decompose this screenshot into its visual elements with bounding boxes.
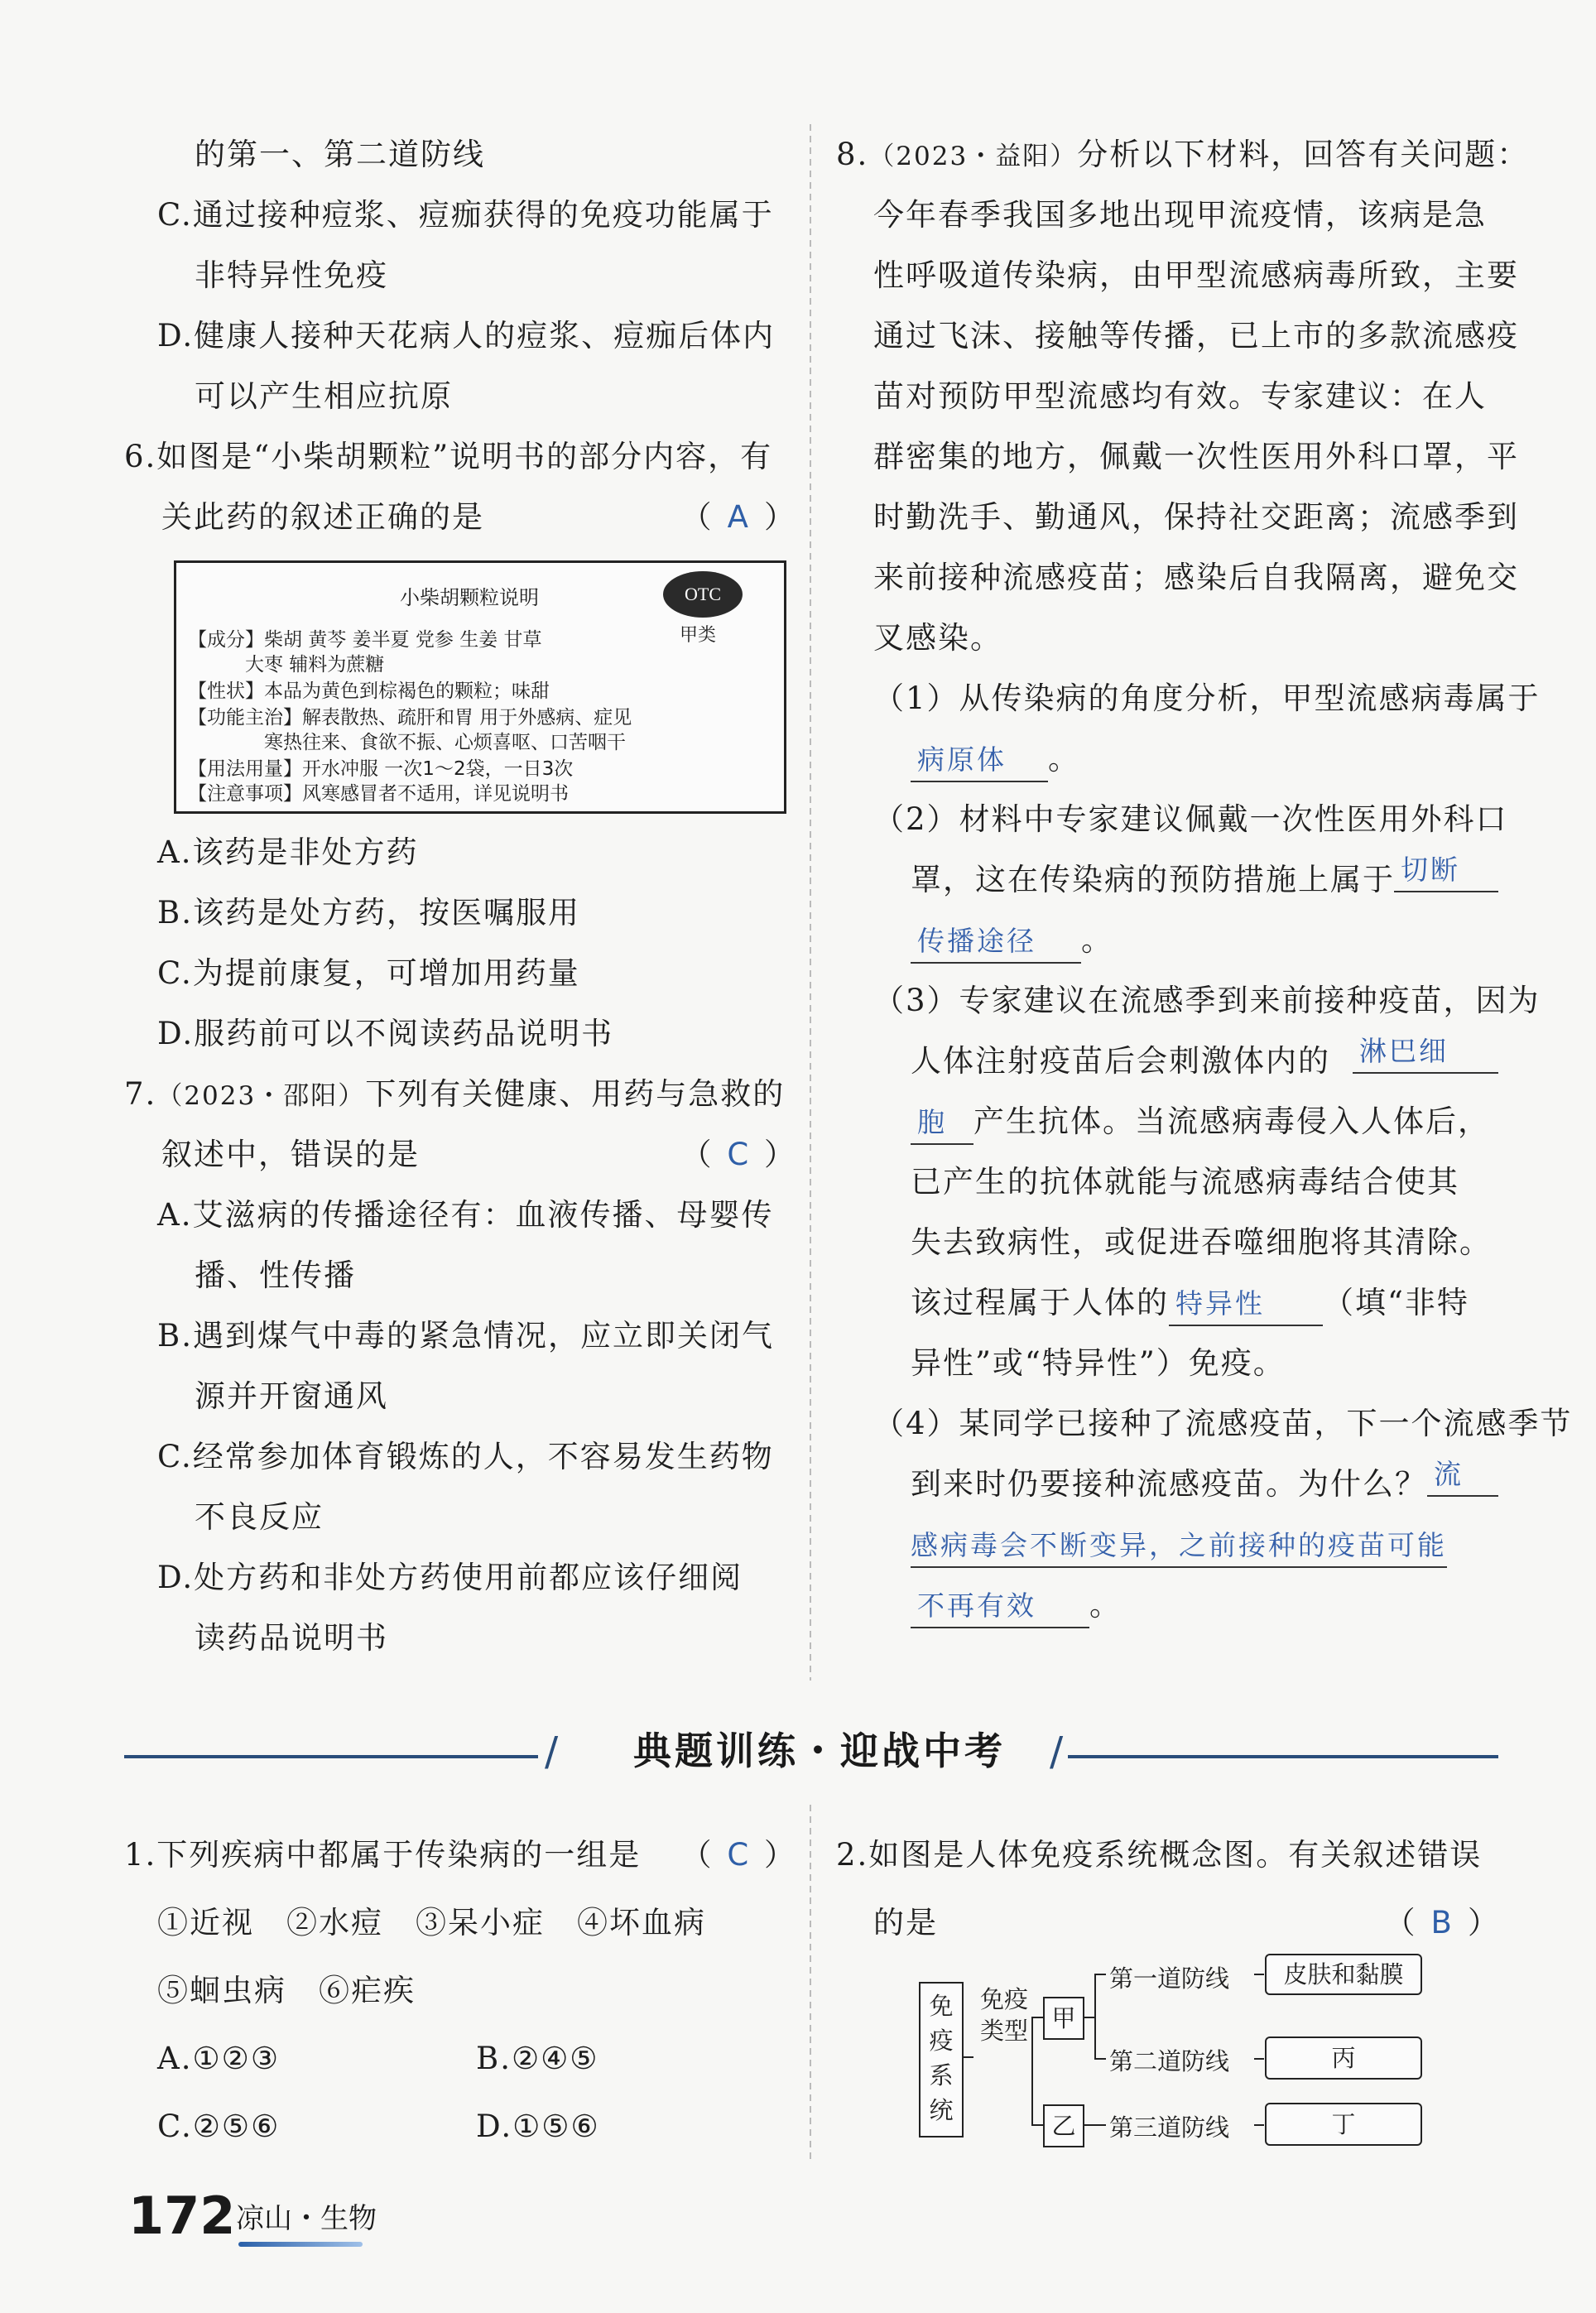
sub1-line1: （1）从传染病的角度分析，甲型流感病毒属于 xyxy=(873,680,1541,716)
label-row: 大枣 辅料为蔗糖 xyxy=(188,654,385,676)
text-line: 可以产生相应抗原 xyxy=(195,378,453,414)
sub3-line2 xyxy=(836,1031,1498,1091)
question-7-source: （2023・邵阳） xyxy=(156,1081,366,1111)
connector xyxy=(1094,1974,1106,1975)
root-label: 免疫系统 xyxy=(929,1992,954,2124)
option-a: A.该药是非处方药 xyxy=(157,834,419,870)
section-header xyxy=(124,1722,1498,1780)
sub3-answer-part3: 特异性 xyxy=(1169,1283,1323,1326)
sub3-line3 xyxy=(836,1091,1498,1152)
sub4-stem: 到来时仍要接种流感疫苗。为什么？ xyxy=(911,1466,1427,1502)
question-8-source: （2023・益阳） xyxy=(868,142,1078,171)
material-line: 通过飞沫、接触等传播，已上市的多款流感疫 xyxy=(873,318,1519,353)
second-line-label: 第二道防线 xyxy=(1109,2047,1230,2075)
yi-box: 乙 xyxy=(1043,2104,1084,2147)
connector xyxy=(1094,2058,1106,2060)
option-d: D.服药前可以不阅读药品说明书 xyxy=(157,1016,614,1051)
slash-icon: ∕ xyxy=(1050,1729,1064,1775)
sub3-line6 xyxy=(836,1272,1498,1333)
connector xyxy=(1031,2017,1043,2018)
question-7-number: 7. xyxy=(124,1076,157,1112)
question-2-line2 xyxy=(836,1889,1498,1957)
question-1-answer: C xyxy=(727,1837,749,1873)
sub4-line4 xyxy=(836,1575,1498,1635)
label-title: 小柴胡颗粒说明 xyxy=(400,586,539,609)
option-b: B.该药是处方药，按医嘱服用 xyxy=(157,895,580,930)
footer-accent-bar xyxy=(238,2242,363,2247)
column-divider xyxy=(810,1805,811,2161)
header-rule-left xyxy=(124,1755,538,1758)
material-line: 今年春季我国多地出现甲流疫情，该病是急 xyxy=(873,197,1487,233)
option-c: C.为提前康复，可增加用药量 xyxy=(157,955,580,991)
question-1-line1 xyxy=(124,1821,795,1889)
text-line: C.通过接种痘浆、痘痂获得的免疫功能属于 xyxy=(157,197,774,233)
section-title: 典题训练・迎战中考 xyxy=(633,1729,1006,1773)
option-d: D.①⑤⑥ xyxy=(476,2109,600,2144)
sub4-line2 xyxy=(836,1454,1498,1514)
sub4-line3 xyxy=(836,1514,1498,1575)
connector xyxy=(1254,2058,1264,2060)
connector xyxy=(1254,2124,1264,2126)
sub3-text: （填“非特 xyxy=(1323,1285,1469,1320)
connector xyxy=(1094,1974,1096,2060)
disease-list: ①近视 ②水痘 ③呆小症 ④坏血病 xyxy=(157,1905,706,1940)
label-row: 【注意事项】风寒感冒者不适用，详见说明书 xyxy=(188,783,569,805)
answer-paren: （ C ） xyxy=(680,1821,795,1889)
option-b: B.②④⑤ xyxy=(476,2041,599,2076)
label-row: 【用法用量】开水冲服 一次1～2袋，一日3次 xyxy=(188,758,574,780)
answer-paren: （ B ） xyxy=(1384,1889,1498,1957)
question-7-line2 xyxy=(124,1124,795,1185)
otc-badge: OTC xyxy=(663,571,743,618)
question-7-stem-2: 叙述中，错误的是 xyxy=(161,1137,420,1172)
period: 。 xyxy=(1081,922,1113,958)
question-2-answer: B xyxy=(1430,1905,1452,1940)
ding-box: 丁 xyxy=(1265,2103,1422,2146)
medicine-label xyxy=(174,560,786,814)
sub3-text: 该过程属于人体的 xyxy=(911,1285,1169,1320)
question-6-line2 xyxy=(124,487,795,547)
option-a: A.艾滋病的传播途径有：血液传播、母婴传 xyxy=(157,1197,774,1233)
third-line-label: 第三道防线 xyxy=(1109,2113,1230,2142)
right-column xyxy=(836,124,1573,1635)
sub3-text: 产生抗体。当流感病毒侵入人体后， xyxy=(973,1104,1490,1139)
sub3-answer-part2: 胞 xyxy=(911,1102,973,1145)
option-b: B.遇到煤气中毒的紧急情况，应立即关闭气 xyxy=(157,1318,774,1354)
material-line: 叉感染。 xyxy=(873,620,1002,656)
sub2-line1: （2）材料中专家建议佩戴一次性医用外科口 xyxy=(873,801,1508,837)
option-a: A.①②③ xyxy=(157,2041,280,2076)
material-line: 群密集的地方，佩戴一次性医用外科口罩，平 xyxy=(873,439,1519,474)
label-row: 【性状】本品为黄色到棕褐色的颗粒；味甜 xyxy=(188,680,550,702)
header-rule-right xyxy=(1068,1755,1498,1758)
sub4-answer-part2: 感病毒会不断变异，之前接种的疫苗可能 xyxy=(911,1525,1447,1568)
otc-category: 甲类 xyxy=(680,625,717,646)
question-6-stem: 关此药的叙述正确的是 xyxy=(161,499,484,535)
sub1-answer: 病原体 xyxy=(911,739,1048,782)
question-1-stem: 1.下列疾病中都属于传染病的一组是 xyxy=(124,1837,642,1873)
sub4-answer-part3: 不再有效 xyxy=(911,1585,1089,1628)
sub3-stem: 人体注射疫苗后会刺激体内的 xyxy=(911,1043,1330,1079)
sub3-line4: 已产生的抗体就能与流感病毒结合使其 xyxy=(911,1164,1459,1200)
question-7-answer: C xyxy=(727,1137,749,1172)
text-line: 的第一、第二道防线 xyxy=(195,137,485,172)
options-row xyxy=(124,2093,795,2161)
question-2-stem: 的是 xyxy=(873,1905,938,1940)
period: 。 xyxy=(1048,741,1080,777)
label-row: 寒热往来、食欲不振、心烦喜呕、口苦咽干 xyxy=(188,732,626,753)
material-line: 性呼吸道传染病，由甲型流感病毒所致，主要 xyxy=(873,257,1519,293)
text-line: D.健康人接种天花病人的痘浆、痘痂后体内 xyxy=(157,318,776,353)
bing-box: 丙 xyxy=(1265,2036,1422,2080)
connector xyxy=(1084,2124,1106,2126)
sub2-stem: 罩，这在传染病的预防措施上属于 xyxy=(911,862,1395,897)
sub2-line2 xyxy=(836,849,1498,910)
jia-box: 甲 xyxy=(1043,1997,1084,2040)
first-line-label: 第一道防线 xyxy=(1109,1964,1230,1993)
option-d: D.处方药和非处方药使用前都应该仔细阅 xyxy=(157,1560,743,1595)
text-line: 非特异性免疫 xyxy=(195,257,388,293)
answer-paren: （ C ） xyxy=(680,1124,795,1185)
label-row: 【功能主治】解表散热、疏肝和胃 用于外感病、症见 xyxy=(188,707,632,729)
question-6-answer: A xyxy=(727,499,748,535)
period: 。 xyxy=(1089,1587,1122,1623)
answer-paren: （ A ） xyxy=(680,487,795,547)
question-2-line1: 2.如图是人体免疫系统概念图。有关叙述错误 xyxy=(836,1837,1483,1873)
sub2-answer-part1: 切断 xyxy=(1394,849,1498,892)
sub3-line1: （3）专家建议在流感季到来前接种疫苗，因为 xyxy=(873,983,1541,1018)
sub2-answer-part2: 传播途径 xyxy=(911,921,1081,964)
mid-label: 免疫类型 xyxy=(979,1985,1028,2045)
page-number: 172 xyxy=(128,2186,236,2246)
connector xyxy=(964,2056,973,2058)
connector xyxy=(1031,2124,1043,2126)
option-c: C.②⑤⑥ xyxy=(157,2109,281,2144)
sub1-line2 xyxy=(836,729,1498,789)
sub2-line3 xyxy=(836,910,1498,970)
text-line: 源并开窗通风 xyxy=(195,1378,388,1414)
sub4-line1: （4）某同学已接种了流感疫苗，下一个流感季节 xyxy=(873,1406,1573,1441)
material-line: 来前接种流感疫苗；感染后自我隔离，避免交 xyxy=(873,560,1519,595)
question-7-stem: 下列有关健康、用药与急救的 xyxy=(365,1076,786,1112)
sub3-line5: 失去致病性，或促进吞噬细胞将其清除。 xyxy=(911,1224,1492,1260)
text-line: 播、性传播 xyxy=(195,1257,356,1293)
disease-list: ⑤蛔虫病 ⑥疟疾 xyxy=(157,1973,416,2008)
text-line: 不良反应 xyxy=(195,1499,324,1535)
column-divider xyxy=(810,124,811,1681)
sub4-answer-part1: 流 xyxy=(1427,1454,1498,1497)
root-box xyxy=(919,1982,964,2137)
sub3-answer-part1: 淋巴细 xyxy=(1353,1031,1498,1074)
question-8-stem: 分析以下材料，回答有关问题： xyxy=(1077,137,1530,172)
text-line: 读药品说明书 xyxy=(195,1620,388,1656)
question-1 xyxy=(124,1821,795,2161)
skin-mucosa-box: 皮肤和黏膜 xyxy=(1265,1954,1422,1995)
left-column xyxy=(124,124,795,1668)
options-row xyxy=(124,2025,795,2093)
material-line: 苗对预防甲型流感均有效。专家建议：在人 xyxy=(873,378,1487,414)
question-7-line1 xyxy=(124,1064,795,1124)
option-c: C.经常参加体育锻炼的人，不容易发生药物 xyxy=(157,1439,774,1474)
book-title: 凉山・生物 xyxy=(236,2202,377,2235)
connector xyxy=(1254,1974,1264,1975)
connector xyxy=(1084,2017,1094,2018)
immune-system-diagram xyxy=(919,1960,1465,2156)
question-8-line1 xyxy=(836,124,1530,185)
label-row: 【成分】柴胡 黄芩 姜半夏 党参 生姜 甘草 xyxy=(188,629,542,651)
material-line: 时勤洗手、勤通风，保持社交距离；流感季到 xyxy=(873,499,1519,535)
connector xyxy=(1031,2017,1033,2126)
question-8-number: 8. xyxy=(836,137,869,172)
question-6-line1: 6.如图是“小柴胡颗粒”说明书的部分内容，有 xyxy=(124,439,773,474)
question-2 xyxy=(836,1821,1498,2156)
slash-icon: ∕ xyxy=(545,1729,559,1775)
sub3-line7: 异性”或“特异性”）免疫。 xyxy=(911,1345,1286,1381)
